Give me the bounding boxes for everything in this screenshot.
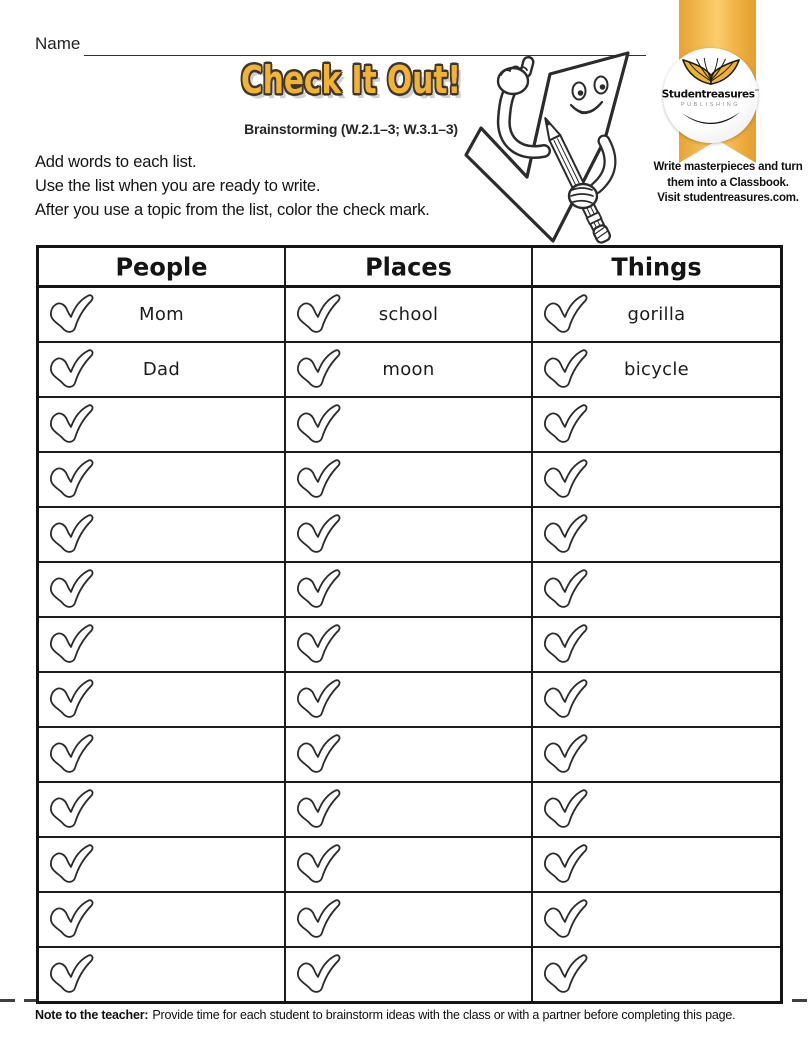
tagline-line: them into a Classbook. [667,176,789,189]
table-row [39,453,780,508]
check-icon[interactable] [540,899,590,940]
teacher-note-label: Note to the teacher: [35,1008,149,1022]
cell-word: bicycle [623,359,690,380]
table-body [39,288,780,1001]
check-icon[interactable] [293,844,343,885]
cell-word: school [378,304,439,325]
table-cell-people[interactable] [39,563,286,616]
table-cell-people[interactable] [39,728,286,781]
check-icon[interactable] [540,679,590,720]
table-cell-places[interactable] [286,453,533,506]
table-cell-people[interactable] [39,618,286,671]
table-cell-places[interactable] [286,618,533,671]
check-icon[interactable] [293,679,343,720]
table-cell-things[interactable] [533,838,780,891]
column-header-people: People [39,247,286,285]
check-icon[interactable] [293,899,343,940]
table-row [39,893,780,948]
cell-word: gorilla [627,304,686,325]
table-cell-things[interactable] [533,948,780,1001]
page-subtitle: Brainstorming (W.2.1–3; W.3.1–3) [244,121,458,137]
table-cell-people[interactable] [39,508,286,561]
table-cell-places[interactable] [286,508,533,561]
table-cell-things[interactable] [533,563,780,616]
table-cell-things[interactable] [533,673,780,726]
check-icon[interactable] [293,514,343,555]
check-icon[interactable] [293,954,343,995]
check-icon[interactable] [293,734,343,775]
table-cell-places[interactable] [286,893,533,946]
check-icon[interactable] [540,404,590,445]
table-cell-things[interactable] [533,508,780,561]
table-cell-people[interactable] [39,288,286,341]
table-cell-places[interactable] [286,838,533,891]
check-icon[interactable] [46,514,96,555]
table-row [39,563,780,618]
table-cell-people[interactable] [39,838,286,891]
check-icon[interactable] [46,679,96,720]
table-row [39,398,780,453]
check-icon[interactable] [540,789,590,830]
cell-word: Dad [142,359,181,380]
instruction-line: Use the list when you are ready to write. [35,177,321,195]
brainstorm-table [36,245,783,1004]
check-icon[interactable] [46,734,96,775]
table-cell-things[interactable] [533,343,780,396]
table-cell-places[interactable] [286,563,533,616]
cell-word: Mom [139,304,184,325]
table-cell-places[interactable] [286,728,533,781]
table-cell-people[interactable] [39,398,286,451]
check-icon[interactable] [46,459,96,500]
check-icon[interactable] [293,624,343,665]
cell-word: moon [382,359,435,380]
check-icon[interactable] [46,954,96,995]
publisher-subtitle: PUBLISHING [680,101,741,108]
table-cell-places[interactable] [286,343,533,396]
instruction-line: After you use a topic from the list, color the check mark. [35,201,430,219]
check-icon[interactable] [540,514,590,555]
table-cell-places[interactable] [286,288,533,341]
table-row [39,343,780,398]
table-cell-things[interactable] [533,728,780,781]
page-title: Check It Out! [240,58,462,102]
table-row [39,948,780,1001]
check-icon[interactable] [540,734,590,775]
table-cell-things[interactable] [533,783,780,836]
check-icon[interactable] [540,624,590,665]
table-cell-people[interactable] [39,673,286,726]
teacher-note [35,1008,810,1022]
check-icon[interactable] [293,459,343,500]
table-cell-things[interactable] [533,398,780,451]
smile-swoosh-icon [678,111,744,128]
open-book-icon [680,54,742,87]
check-icon[interactable] [46,789,96,830]
checkmark-mascot-illustration [452,44,667,259]
check-icon[interactable] [46,624,96,665]
column-header-places: Places [286,247,533,285]
check-icon[interactable] [46,569,96,610]
table-row [39,783,780,838]
table-row [39,508,780,563]
table-row [39,288,780,343]
table-cell-people[interactable] [39,783,286,836]
table-row [39,728,780,783]
check-icon[interactable] [46,844,96,885]
instruction-line: Add words to each list. [35,153,197,171]
name-label: Name [35,34,81,53]
table-row [39,838,780,893]
teacher-note-text: Provide time for each student to brainstorm ideas with the class or with a partner before completing this page. [152,1008,736,1022]
table-cell-places[interactable] [286,398,533,451]
check-icon[interactable] [540,459,590,500]
tagline-line: Write masterpieces and turn [653,161,803,173]
table-cell-people[interactable] [39,948,286,1001]
check-icon[interactable] [46,404,96,445]
publisher-tagline [648,160,808,207]
check-icon[interactable] [540,844,590,885]
table-cell-places[interactable] [286,783,533,836]
table-cell-things[interactable] [533,453,780,506]
check-icon[interactable] [540,954,590,995]
instructions [35,150,430,222]
publisher-badge [663,48,758,143]
publisher-name: Studentreasures™ [661,88,760,101]
table-cell-people[interactable] [39,453,286,506]
check-icon[interactable] [540,569,590,610]
table-row [39,618,780,673]
check-icon[interactable] [46,899,96,940]
column-header-things: Things [611,251,702,282]
tagline-line: Visit studentreasures.com. [657,192,799,204]
table-cell-things[interactable] [533,893,780,946]
check-icon[interactable] [293,404,343,445]
table-row [39,673,780,728]
check-icon[interactable] [293,789,343,830]
check-icon[interactable] [293,569,343,610]
table-cell-people[interactable] [39,343,286,396]
table-cell-places[interactable] [286,948,533,1001]
table-cell-places[interactable] [286,673,533,726]
table-cell-things[interactable] [533,618,780,671]
table-cell-things[interactable] [533,288,780,341]
table-header-row [39,248,780,288]
table-cell-people[interactable] [39,893,286,946]
